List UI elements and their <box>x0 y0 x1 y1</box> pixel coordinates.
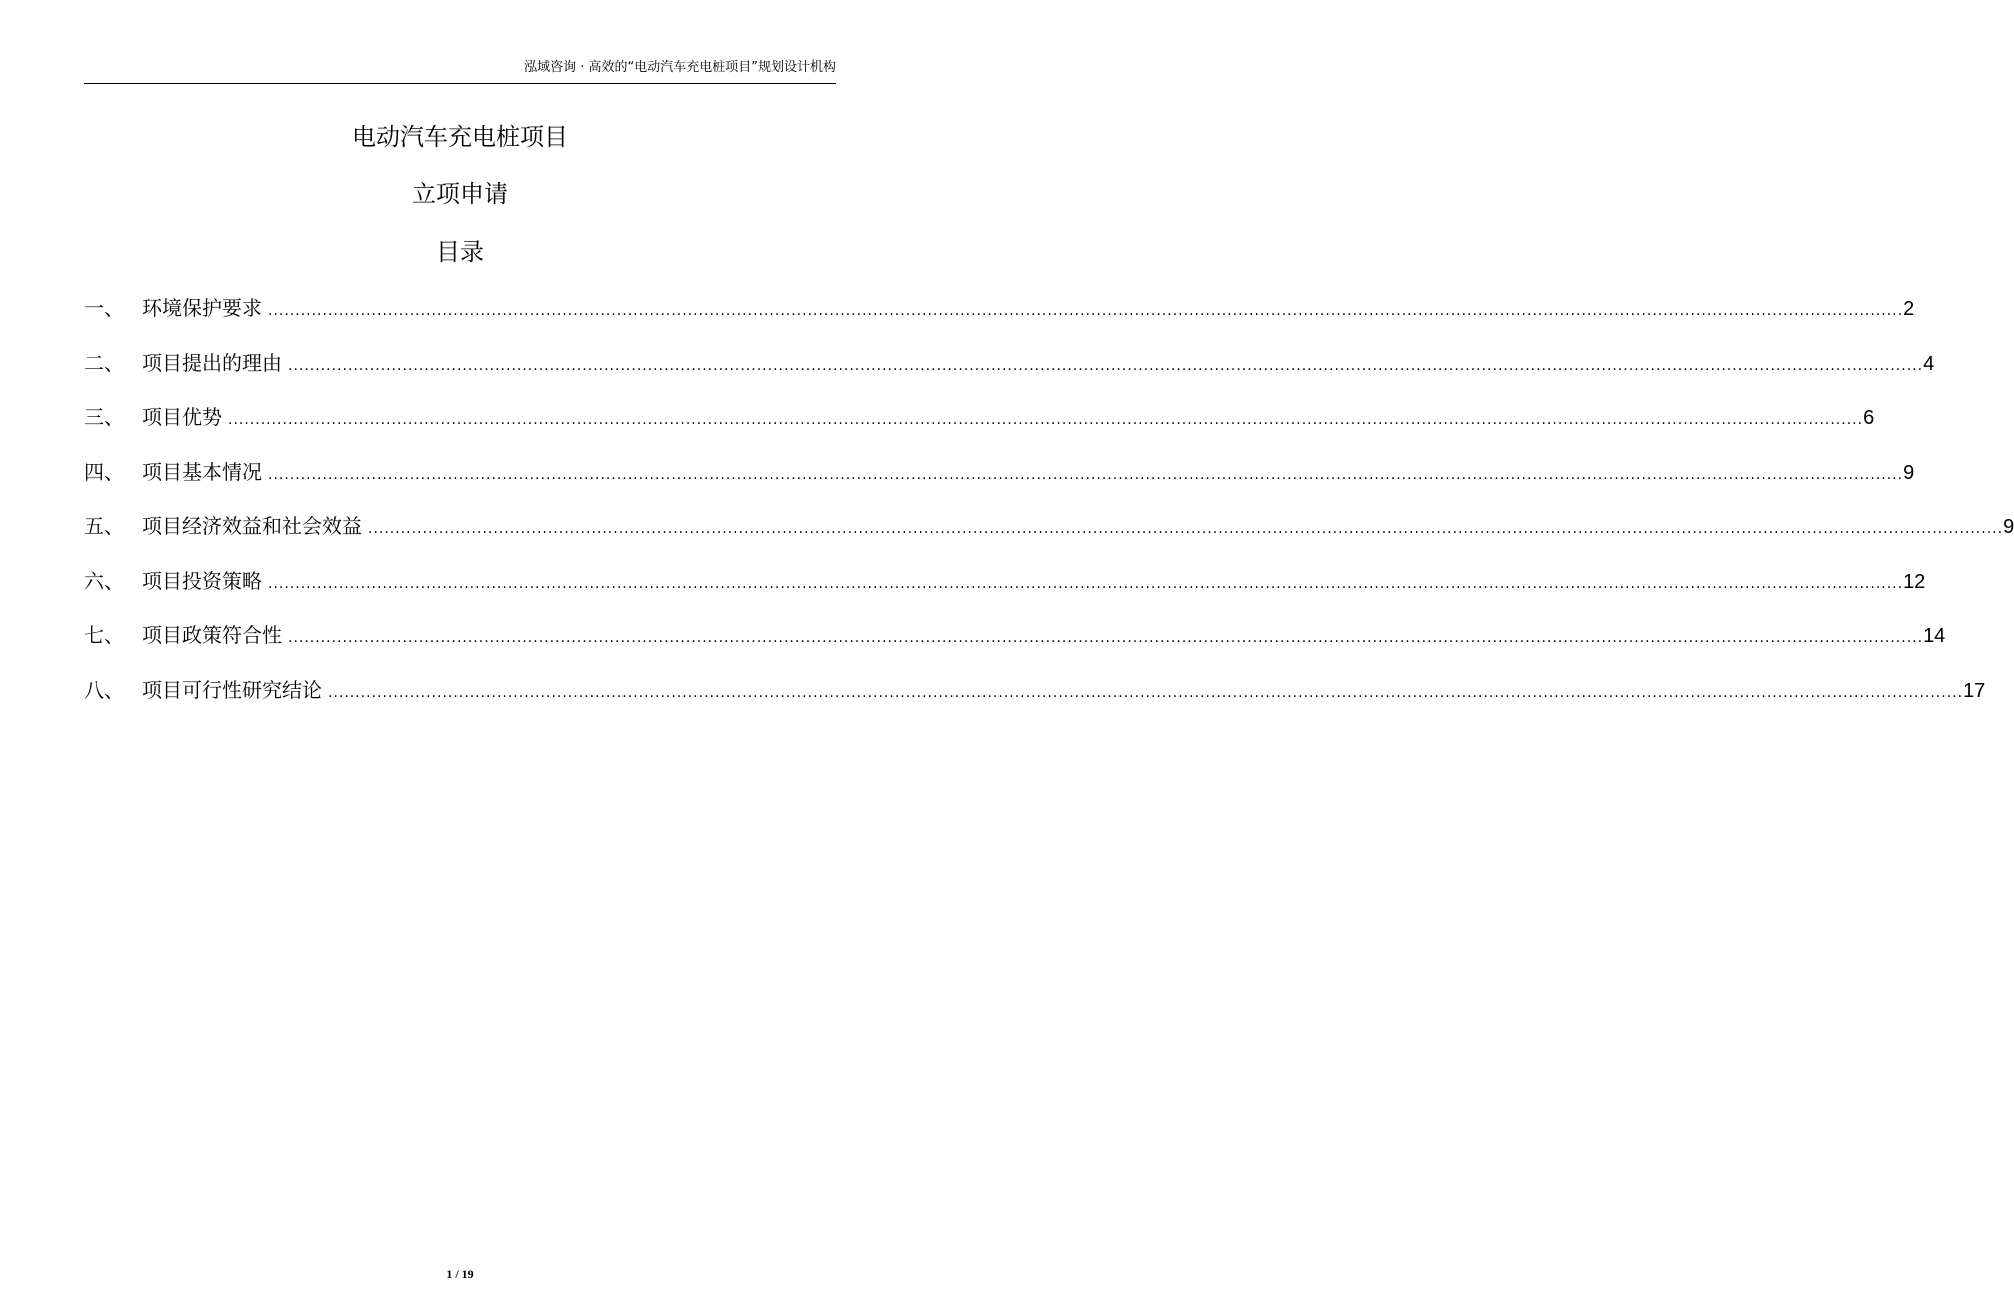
toc-entry-number: 七、 <box>84 623 124 647</box>
toc-entry-page: 4 <box>1923 352 1935 375</box>
toc-entry-number: 四、 <box>84 459 124 484</box>
document-subtitle: 立项申请 <box>412 180 508 208</box>
toc-entry-page: 14 <box>1923 625 1946 647</box>
toc-entry-number: 一、 <box>84 296 124 320</box>
document-title: 电动汽车充电桩项目 <box>352 123 568 151</box>
toc-entry[interactable] <box>84 508 2014 563</box>
toc-entry-page: 12 <box>1903 570 1926 593</box>
toc-entry-number: 五、 <box>84 514 124 538</box>
toc-entry[interactable] <box>84 563 1926 618</box>
toc-entry-page: 17 <box>1963 679 1986 702</box>
toc-entry-page: 9 <box>1903 461 1915 484</box>
page-number: 1 / 19 <box>446 1267 474 1281</box>
page-header: 泓域咨询 · 高效的“电动汽车充电桩项目”规划设计机构 <box>524 60 836 75</box>
toc-leader-dots: ............................................................................................................................................................................................................................................................................................................ <box>368 521 2004 537</box>
toc-leader-dots: ............................................................................................................................................................................................................................................................................................................ <box>288 357 1924 374</box>
toc-entry[interactable] <box>84 617 1946 672</box>
toc-entry-page: 9 <box>2003 516 2014 538</box>
toc-entry-title: 项目提出的理由 <box>142 350 282 375</box>
toc-entry-number: 八、 <box>84 677 124 702</box>
toc-entry-page: 6 <box>1863 407 1875 429</box>
toc-leader-dots: ............................................................................................................................................................................................................................................................................................................ <box>268 575 1904 592</box>
toc-entry-page: 2 <box>1903 298 1915 320</box>
toc-leader-dots: ............................................................................................................................................................................................................................................................................................................ <box>228 412 1864 428</box>
toc-leader-dots: ............................................................................................................................................................................................................................................................................................................ <box>268 303 1904 319</box>
toc-heading: 目录 <box>436 238 484 266</box>
toc-entry-title: 项目基本情况 <box>142 459 262 484</box>
toc-entry-title: 环境保护要求 <box>142 296 262 320</box>
toc-entry[interactable] <box>84 290 1915 345</box>
toc-entry-title: 项目投资策略 <box>142 568 262 593</box>
toc-entry[interactable] <box>84 345 1935 400</box>
header-divider <box>84 83 836 84</box>
toc-leader-dots: ............................................................................................................................................................................................................................................................................................................ <box>268 466 1904 483</box>
toc-entry-title: 项目政策符合性 <box>142 623 282 647</box>
toc-entry-number: 二、 <box>84 350 124 375</box>
toc-entry-title: 项目可行性研究结论 <box>142 677 322 702</box>
table-of-contents <box>84 290 2014 726</box>
toc-entry[interactable] <box>84 454 1915 509</box>
toc-entry-title: 项目经济效益和社会效益 <box>142 514 362 538</box>
toc-leader-dots: ............................................................................................................................................................................................................................................................................................................ <box>328 684 1964 701</box>
toc-entry-title: 项目优势 <box>142 405 222 429</box>
toc-entry-number: 六、 <box>84 568 124 593</box>
toc-entry[interactable] <box>84 672 1986 727</box>
toc-leader-dots: ............................................................................................................................................................................................................................................................................................................ <box>288 630 1924 646</box>
toc-entry-number: 三、 <box>84 405 124 429</box>
toc-entry[interactable] <box>84 399 1875 454</box>
